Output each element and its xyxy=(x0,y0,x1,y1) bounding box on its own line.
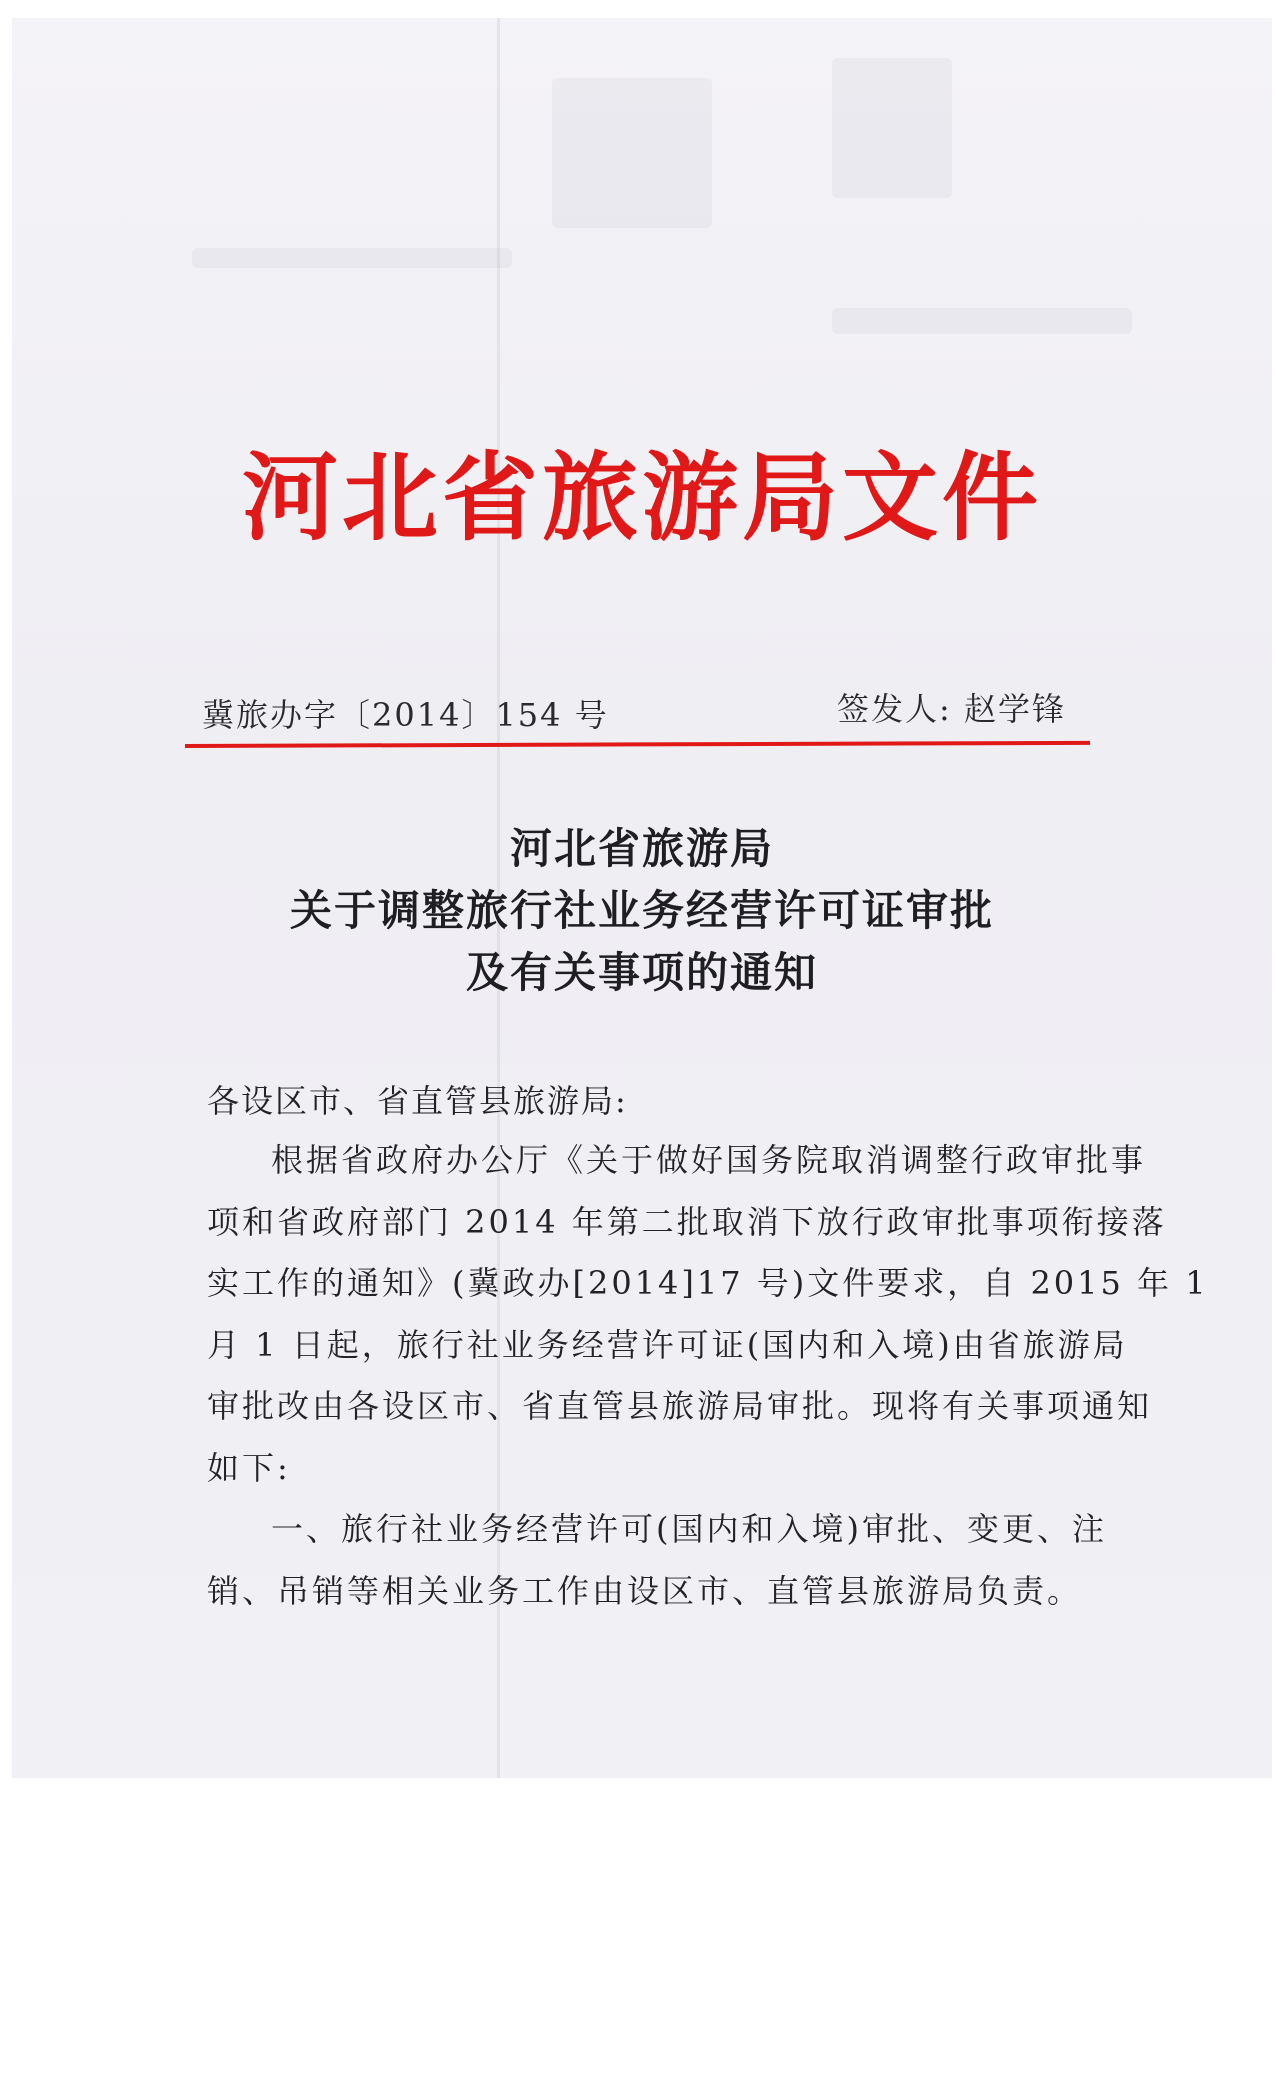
show-through-mark xyxy=(832,308,1132,334)
body-line: 如下: xyxy=(207,1448,291,1487)
body-line: 月 1 日起，旅行社业务经营许可证(国内和入境)由省旅游局 xyxy=(207,1325,1128,1364)
body-line: 一、旅行社业务经营许可(国内和入境)审批、变更、注 xyxy=(271,1510,1107,1548)
body-line: 根据省政府办公厅《关于做好国务院取消调整行政审批事 xyxy=(271,1141,1147,1179)
signer: 签发人: 赵学锋 xyxy=(837,690,1066,728)
document-page xyxy=(12,18,1272,1778)
body-line: 销、吊销等相关业务工作由设区市、直管县旅游局负责。 xyxy=(207,1571,1083,1610)
red-separator-line xyxy=(185,741,1090,748)
body-line: 审批改由各设区市、省直管县旅游局审批。现将有关事项通知 xyxy=(207,1387,1153,1425)
show-through-mark xyxy=(192,248,512,268)
title-line: 及有关事项的通知 xyxy=(465,948,818,997)
show-through-mark xyxy=(832,58,952,198)
body-line: 项和省政府部门 2014 年第二批取消下放行政审批事项衔接落 xyxy=(207,1202,1167,1241)
body-line: 实工作的通知》(冀政办[2014]17 号)文件要求，自 2015 年 1 xyxy=(207,1264,1209,1302)
document-number: 冀旅办字〔2014〕154 号 xyxy=(202,696,609,734)
show-through-mark xyxy=(552,78,712,228)
notice-title xyxy=(12,818,1272,1004)
title-line: 关于调整旅行社业务经营许可证审批 xyxy=(289,886,994,935)
document-masthead: 河北省旅游局文件 xyxy=(242,442,1042,554)
salutation: 各设区市、省直管县旅游局: xyxy=(207,1082,628,1120)
notice-body xyxy=(207,1130,1209,1622)
title-line: 河北省旅游局 xyxy=(509,824,774,873)
